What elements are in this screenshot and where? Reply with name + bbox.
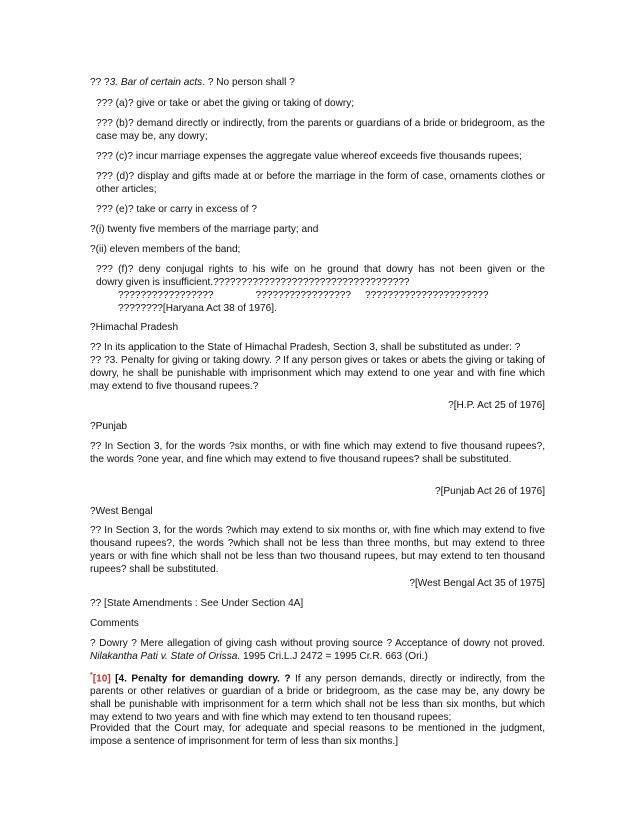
state-amendments-note: ?? [State Amendments : See Under Section 4A]: [90, 598, 304, 609]
heading-punjab: ?Punjab: [90, 421, 128, 432]
sub-clause-ii: ?(ii) eleven members of the band;: [90, 244, 241, 255]
himachal-section-3: ?? ?3. Penalty for giving or taking dowry. ? If any person gives or takes or abets the giving or taking of dowry, he shall be punishable with imprisonment which may extend to one year and with fine which may extend to five thousand rupees.?: [90, 355, 545, 392]
citation-punjab-act: ?[Punjab Act 26 of 1976]: [435, 486, 545, 497]
section-4-penalty: *[10] [4. Penalty for demanding dowry. ? If any person demands, directly or indirectly, from the parents or other relatives or guardian of a bride or bridegroom, as the case may be, any dowry be shall be punishable with imprisonment for a term which shall not be less than six months, but which may extend to two years and with fine which may extend to ten thousand rupees;: [90, 672, 545, 724]
clause-e: ??? (e)? take or carry in excess of ?: [96, 204, 258, 215]
punjab-amendment: ?? In Section 3, for the words ?six months, or with fine which may extend to five thousand rupees?, the words ?one year, and fine which may extend to five thousand rupees? shall be substituted.: [90, 441, 545, 465]
footnote-star: *: [90, 672, 93, 679]
heading-himachal-pradesh: ?Himachal Pradesh: [90, 322, 179, 333]
heading-west-bengal: ?West Bengal: [90, 506, 153, 517]
clause-f: ??? (f)? deny conjugal rights to his wife on he ground that dowry has not been given or the dowry given is insufficient.??????????????????????????????????? ????????????????? ????????????????? ?????????????????????? ????????[Haryana Act 38 of 1976].: [96, 264, 545, 314]
clause-c: ??? (c)? incur marriage expenses the aggregate value whereof exceeds five thousands rupees;: [96, 151, 522, 162]
comment-dowry: ? Dowry ? Mere allegation of giving cash without proving source ? Acceptance of dowry not proved. Nilakantha Pati v. State of Orissa. 1995 Cri.L.J 2472 = 1995 Cr.R. 663 (Ori.): [90, 638, 545, 662]
footnote-link[interactable]: [10]: [92, 673, 111, 685]
citation-hp-act: ?[H.P. Act 25 of 1976]: [448, 400, 545, 411]
section-4-proviso: Provided that the Court may, for adequate and special reasons to be mentioned in the judgment, impose a sentence of imprisonment for term of less than six months.]: [90, 723, 545, 747]
himachal-intro: ?? In its application to the State of Himachal Pradesh, Section 3, shall be substituted as under: ?: [90, 342, 521, 353]
citation-west-bengal-act: ?[West Bengal Act 35 of 1975]: [409, 578, 545, 589]
heading-comments: Comments: [90, 618, 139, 629]
clause-a: ??? (a)? give or take or abet the giving or taking of dowry;: [96, 98, 355, 109]
west-bengal-amendment: ?? In Section 3, for the words ?which may extend to six months or, with fine which may extend to five thousand rupees?, the words ?which shall not be less than three months, but may extend to three years or with fine which shall not be less than two thousand rupees, but may extend to ten thousand rupees? shall be substituted.: [90, 525, 545, 575]
sub-clause-i: ?(i) twenty five members of the marriage party; and: [90, 224, 319, 235]
clause-d: ??? (d)? display and gifts made at or before the marriage in the form of case, ornaments clothes or other articles;: [96, 171, 545, 195]
section-3-heading: ?? ?3. Bar of certain acts. ? No person shall ?: [90, 77, 295, 88]
clause-b: ??? (b)? demand directly or indirectly, from the parents or guardians of a bride or bridegroom, as the case may be, any dowry;: [96, 118, 545, 142]
